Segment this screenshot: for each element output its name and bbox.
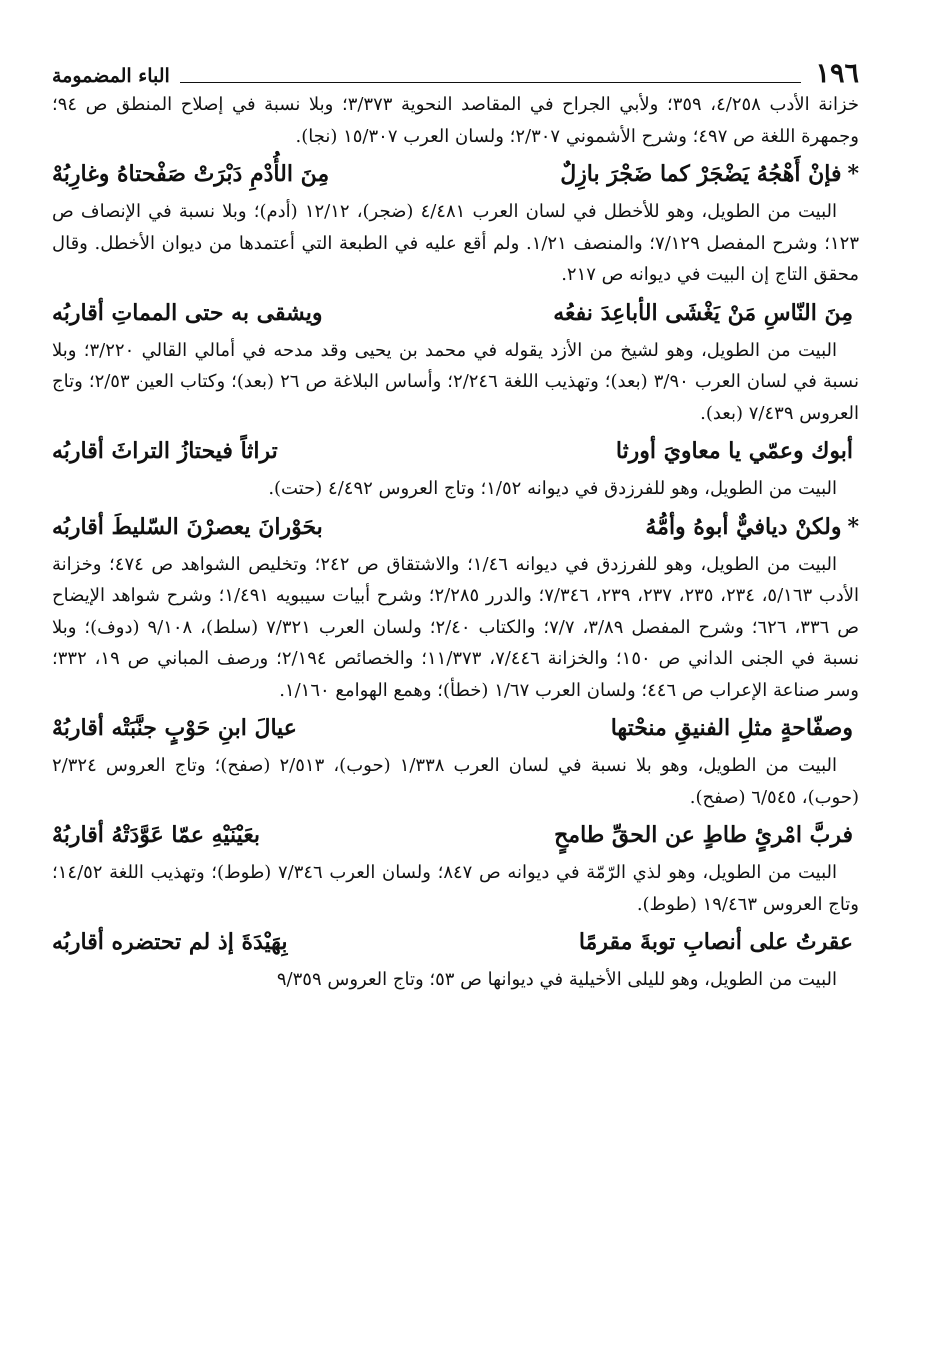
commentary-paragraph: البيت من الطويل، وهو للفرزدق في ديوانه ١/٥٢؛ وتاج العروس ٤/٤٩٢ (حتت).: [268, 478, 837, 499]
verse-second-hemistich: تراثاً فيحتازُ التراثَ أقاربُه: [52, 438, 278, 464]
verse-second-hemistich: عيالَ ابنِ حَوْبٍ جنَّبَتْه أقاربُهْ: [52, 715, 297, 741]
verse-first-hemistich: أبوك وعمّي يا معاويَ أورثا: [615, 438, 853, 464]
verse-line: [52, 505, 859, 549]
verse-first-hemistich: مِنَ النّاسِ مَنْ يَغْشَى الأباعِدَ نفعُه: [553, 299, 853, 326]
verse-line: [52, 706, 859, 750]
verse-line: [52, 429, 859, 473]
verse-first-hemistich: عقرتُ على أنصابِ توبةَ مقرمًا: [578, 929, 853, 955]
page-header: [52, 55, 859, 89]
verse-second-hemistich: بحَوْرانَ يعصرْنَ السّليطَ أقاربُه: [52, 513, 323, 540]
commentary-paragraph: البيت من الطويل، وهو لليلى الأخيلية في ديوانها ص ٥٣؛ وتاج العروس ٩/٣٥٩: [276, 969, 837, 990]
commentary-paragraph: البيت من الطويل، وهو لشيخ من الأزد يقوله في محمد بن يحيى وقد مدحه في أمالي القالي ٣/٢٢٠؛ وبلا نسبة في لسان العرب ٣/٩٠ (بعد)؛ وتهذيب اللغة ٢/٢٤٦؛ وأساس البلاغة ص ٢٦ (بعد)؛ وكتاب العين ٢/٥٣؛ وتاج العروس ٧/٤٣٩ (بعد).: [52, 339, 859, 424]
commentary-paragraph: البيت من الطويل، وهو بلا نسبة في لسان العرب ١/٣٣٨ (حوب)، ٢/٥١٣ (صفح)؛ وتاج العروس ٢/٣٢٤ (حوب)، ٦/٥٤٥ (صفح).: [52, 755, 859, 808]
commentary-paragraph: خزانة الأدب ٤/٢٥٨، ٣٥٩؛ ولأبي الجراح في المقاصد النحوية ٣/٣٧٣؛ وبلا نسبة في إصلاح المنطق ص ٩٤؛ وجمهرة اللغة ص ٤٩٧؛ وشرح الأشموني ٢/٣٠٧؛ ولسان العرب ١٥/٣٠٧ (نجا).: [52, 94, 859, 147]
verse-first-hemistich: فإنْ أَهْجُهُ يَضْجَرْ كما ضَجْرَ بازِلٌ: [560, 161, 842, 187]
verse-first-hemistich: ولكنْ ديافيٌّ أبوهُ وأمُّهُ: [645, 513, 842, 540]
header-rule: [180, 82, 802, 83]
verse-first-hemistich: وصفّاحةٍ مثلِ الفنيقِ منحْتها: [610, 715, 853, 741]
page-content: [52, 89, 859, 996]
verse-second-hemistich: ويشقى به حتى المماتِ أقاربُه: [52, 299, 323, 326]
commentary-paragraph: البيت من الطويل، وهو للأخطل في لسان العرب ٤/٤٨١ (ضجر)، ١٢/١٢ (أدم)؛ وبلا نسبة في الإنصاف ص ١٢٣؛ وشرح المفصل ٧/١٢٩؛ والمنصف ١/٢١. ولم أقع عليه في الطبعة التي أعتمدها من ديوان الأخطل. وقال محقق التاج إن البيت في ديوانه ص ٢١٧.: [52, 201, 859, 285]
verse-second-hemistich: بِهَيْدَةَ إذ لم تحتضره أقاربُه: [52, 929, 288, 955]
commentary-paragraph: البيت من الطويل، وهو للفرزدق في ديوانه ١/٤٦؛ والاشتقاق ص ٢٤٢؛ وتخليص الشواهد ص ٤٧٤؛ وخزانة الأدب ٥/١٦٣، ٢٣٤، ٢٣٥، ٢٣٧، ٢٣٩، ٧/٣٤٦؛ والدرر ٢/٢٨٥؛ وشرح أبيات سيبويه ١/٤٩١؛ وشرح شواهد الإيضاح ص ٣٣٦، ٦٢٦؛ وشرح المفصل ٣/٨٩، ٧/٧؛ والكتاب ٢/٤٠؛ ولسان العرب ٧/٣٢١ (سلط)، ٩/١٠٨ (دوف)؛ وبلا نسبة في الجنى الداني ص ١٥٠؛ والخزانة ٧/٤٤٦، ١١/٣٧٣؛ والخصائص ٢/١٩٤؛ ورصف المباني ص ١٩، ٣٣٢؛ وسر صناعة الإعراب ص ٤٤٦؛ ولسان العرب ١/٦٧ (خطأ)؛ وهمع الهوامع ١/١٦٠.: [52, 553, 860, 701]
commentary-paragraph: البيت من الطويل، وهو لذي الرّمّة في ديوانه ص ٨٤٧؛ ولسان العرب ٧/٣٤٦ (طوط)؛ وتهذيب اللغة ١٤/٥٢؛ وتاج العروس ١٩/٤٦٣ (طوط).: [52, 862, 859, 915]
verse-line: [52, 920, 859, 964]
verse-star: *: [847, 161, 859, 187]
running-title: الباء المضمومة: [52, 65, 170, 87]
page-number: ١٩٦: [815, 58, 859, 89]
verse-line: [52, 152, 859, 196]
verse-first-hemistich: فربَّ امْرئٍ طاطٍ عن الحقِّ طامحٍ: [554, 822, 853, 848]
verse-line: [52, 813, 859, 857]
verse-second-hemistich: مِنَ الأُدْمِ دَبْرَتْ صَفْحتاهُ وغارِبُهْ: [52, 161, 330, 187]
verse-star: *: [847, 513, 859, 540]
verse-line: [52, 291, 859, 335]
verse-second-hemistich: بعَيْنَيْهِ عمّا عَوَّدَتْهُ أقاربُهْ: [52, 822, 261, 848]
